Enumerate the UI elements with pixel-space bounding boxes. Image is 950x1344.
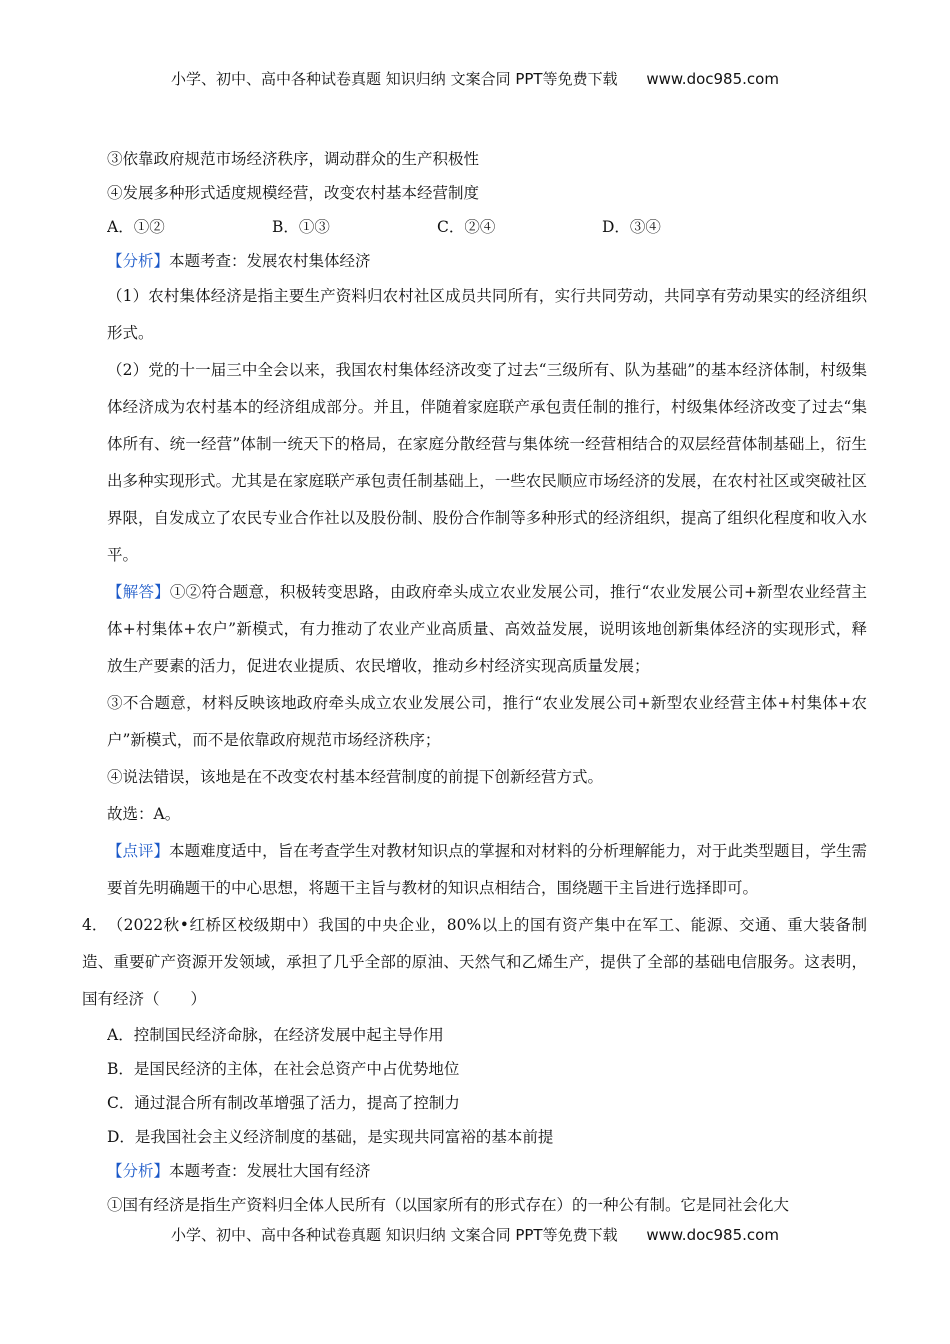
footer-url[interactable]: www.doc985.com (646, 1226, 779, 1244)
q3-analysis-p2: （2）党的十一届三中全会以来，我国农村集体经济改变了过去“三级所有、队为基础”的基本经济体制，村级集体经济成为农村基本的经济组成部分。并且，伴随着家庭联产承包责任制的推行，村级集体经济改变了过去“集体所有、统一经营”体制一统天下的格局，在家庭分散经营与集体统一经营相结合的双层经营体制基础上，衍生出多种实现形式。尤其是在家庭联产承包责任制基础上，一些农民顺应市场经济的发展，在农村社区或突破社区界限，自发成立了农民专业合作社以及股份制、股份合作制等多种形式的经济组织，提高了组织化程度和收入水平。 (107, 361, 867, 564)
q3-analysis-p1: （1）农村集体经济是指主要生产资料归农村社区成员共同所有，实行共同劳动，共同享有劳动果实的经济组织形式。 (107, 287, 867, 342)
q4-stem (82, 907, 867, 1018)
q4-analysis-p1: ①国有经济是指生产资料归全体人民所有（以国家所有的形式存在）的一种公有制。它是同社会化大 (107, 1196, 790, 1214)
q3-analysis-heading (107, 244, 867, 278)
analysis-tag: 【分析】 (107, 252, 170, 270)
q3-answer-p1 (107, 574, 867, 685)
q3-answer-p3: ④说法错误，该地是在不改变农村基本经营制度的前提下创新经营方式。 (107, 768, 604, 786)
choice-c: C．②④ (437, 218, 496, 236)
footer-text: 小学、初中、高中各种试卷真题 知识归纳 文案合同 PPT等免费下载 (171, 1226, 618, 1244)
page-footer (0, 1224, 950, 1245)
page-header (0, 68, 950, 89)
document-body (82, 142, 867, 1222)
q4-analysis-tag: 【分析】 (107, 1162, 170, 1180)
q4-option-b: B．是国民经济的主体，在社会总资产中占优势地位 (107, 1060, 460, 1078)
comment-text: 本题难度适中，旨在考查学生对教材知识点的掌握和对材料的分析理解能力，对于此类型题目，学生需要首先明确题干的中心思想，将题干主旨与教材的知识点相结合，围绕题干主旨进行选择即可。 (107, 842, 867, 897)
choice-a: A．①② (107, 218, 165, 236)
q3-answer-p2: ③不合题意，材料反映该地政府牵头成立农业发展公司，推行“农业发展公司+新型农业经营主体+村集体+农户”新模式，而不是依靠政府规范市场经济秩序； (107, 694, 867, 749)
comment-tag: 【点评】 (107, 842, 170, 860)
q4-analysis-heading (107, 1154, 867, 1188)
answer-text-1: ①②符合题意，积极转变思路，由政府牵头成立农业发展公司，推行“农业发展公司+新型农业经营主体+村集体+农户”新模式，有力推动了农业产业高质量、高效益发展，说明该地创新集体经济的实现形式，释放生产要素的活力，促进农业提质、农民增收，推动乡村经济实现高质量发展； (107, 583, 867, 675)
q3-option-3: ③依靠政府规范市场经济秩序，调动群众的生产积极性 (107, 150, 480, 168)
q3-choices (107, 210, 867, 244)
q4-number: 4． (82, 916, 108, 934)
q3-comment (107, 833, 867, 907)
q4-option-d: D．是我国社会主义经济制度的基础，是实现共同富裕的基本前提 (107, 1128, 554, 1146)
q4-stem-text: （2022秋•红桥区校级期中）我国的中央企业，80%以上的国有资产集中在军工、能源、交通、重大装备制造、重要矿产资源开发领域，承担了几乎全部的原油、天然气和乙烯生产，提供了全部的基础电信服务。这表明，国有经济（ ） (82, 916, 867, 1008)
choice-b: B．①③ (272, 218, 330, 236)
analysis-title: 本题考查：发展农村集体经济 (169, 252, 371, 270)
q4-analysis-title: 本题考查：发展壮大国有经济 (169, 1162, 371, 1180)
choice-d: D．③④ (602, 218, 661, 236)
q3-option-4: ④发展多种形式适度规模经营，改变农村基本经营制度 (107, 184, 480, 202)
header-text: 小学、初中、高中各种试卷真题 知识归纳 文案合同 PPT等免费下载 (171, 70, 618, 88)
q4-option-c: C．通过混合所有制改革增强了活力，提高了控制力 (107, 1094, 460, 1112)
q3-choice-result: 故选：A。 (107, 805, 181, 823)
q4-option-a: A．控制国民经济命脉，在经济发展中起主导作用 (107, 1026, 444, 1044)
answer-tag: 【解答】 (107, 583, 170, 601)
header-url[interactable]: www.doc985.com (646, 70, 779, 88)
